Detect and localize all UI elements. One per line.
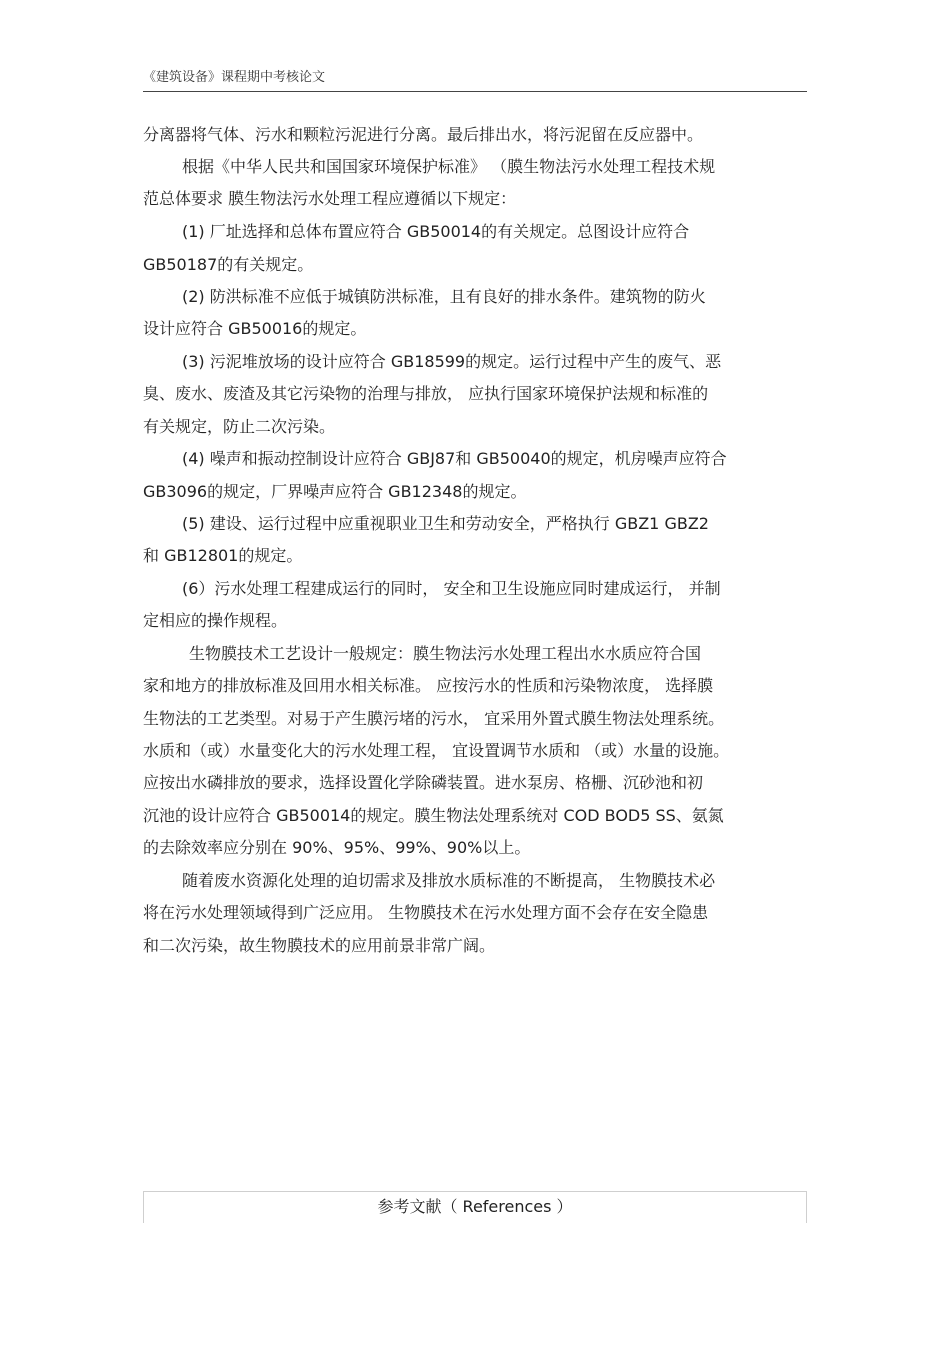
text-line: 分离器将气体、污水和颗粒污泥进行分离。最后排出水，将污泥留在反应器中。 [143,125,704,144]
text-line: 沉池的设计应符合 GB50014的规定。膜生物法处理系统对 COD BOD5 SS、氨氮 [143,806,724,825]
text-line: (6）污水处理工程建成运行的同时， 安全和卫生设施应同时建成运行， 并制 [182,579,721,598]
text-line: 定相应的操作规程。 [143,611,288,630]
text-line: 的去除效率应分别在 90%、95%、99%、90%以上。 [143,838,531,857]
text-line: (3) 污泥堆放场的设计应符合 GB18599的规定。运行过程中产生的废气、恶 [182,352,722,371]
text-line: (1) 厂址选择和总体布置应符合 GB50014的有关规定。总图设计应符合 [182,222,690,241]
text-line: 根据《中华人民共和国国家环境保护标准》 （膜生物法污水处理工程技术规 [182,157,716,176]
text-line: (5) 建设、运行过程中应重视职业卫生和劳动安全，严格执行 GBZ1 GBZ2 [182,514,709,533]
references-section [143,1191,807,1223]
text-line: 将在污水处理领域得到广泛应用。 生物膜技术在污水处理方面不会存在安全隐患 [143,903,709,922]
text-line: 和二次污染，故生物膜技术的应用前景非常广阔。 [143,936,496,955]
text-line: 有关规定，防止二次污染。 [143,417,336,436]
text-line: 臭、废水、废渣及其它污染物的治理与排放， 应执行国家环境保护法规和标准的 [143,384,709,403]
text-line: (2) 防洪标准不应低于城镇防洪标准，且有良好的排水条件。建筑物的防火 [182,287,706,306]
running-header: 《建筑设备》课程期中考核论文 [143,70,326,85]
text-line: GB50187的有关规定。 [143,255,314,274]
text-line: 范总体要求 膜生物法污水处理工程应遵循以下规定： [143,189,517,208]
text-line: 随着废水资源化处理的迫切需求及排放水质标准的不断提高， 生物膜技术必 [182,871,716,890]
text-line: 生物法的工艺类型。对易于产生膜污堵的污水， 宜采用外置式膜生物法处理系统。 [143,709,725,728]
text-line: 家和地方的排放标准及回用水相关标准。 应按污水的性质和污染物浓度， 选择膜 [143,676,714,695]
text-line: 应按出水磷排放的要求，选择设置化学除磷装置。进水泵房、格栅、沉砂池和初 [143,773,704,792]
text-line: 水质和（或）水量变化大的污水处理工程， 宜设置调节水质和 （或）水量的设施。 [143,741,730,760]
text-line: 和 GB12801的规定。 [143,546,303,565]
text-line: (4) 噪声和振动控制设计应符合 GBJ87和 GB50040的规定，机房噪声应符合 [182,449,727,468]
text-line: GB3096的规定，厂界噪声应符合 GB12348的规定。 [143,482,527,501]
header-divider [143,91,807,92]
text-line: 设计应符合 GB50016的规定。 [143,319,367,338]
text-line: 生物膜技术工艺设计一般规定：膜生物法污水处理工程出水水质应符合国 [189,644,702,663]
references-heading: 参考文献（ References ） [377,1197,573,1216]
